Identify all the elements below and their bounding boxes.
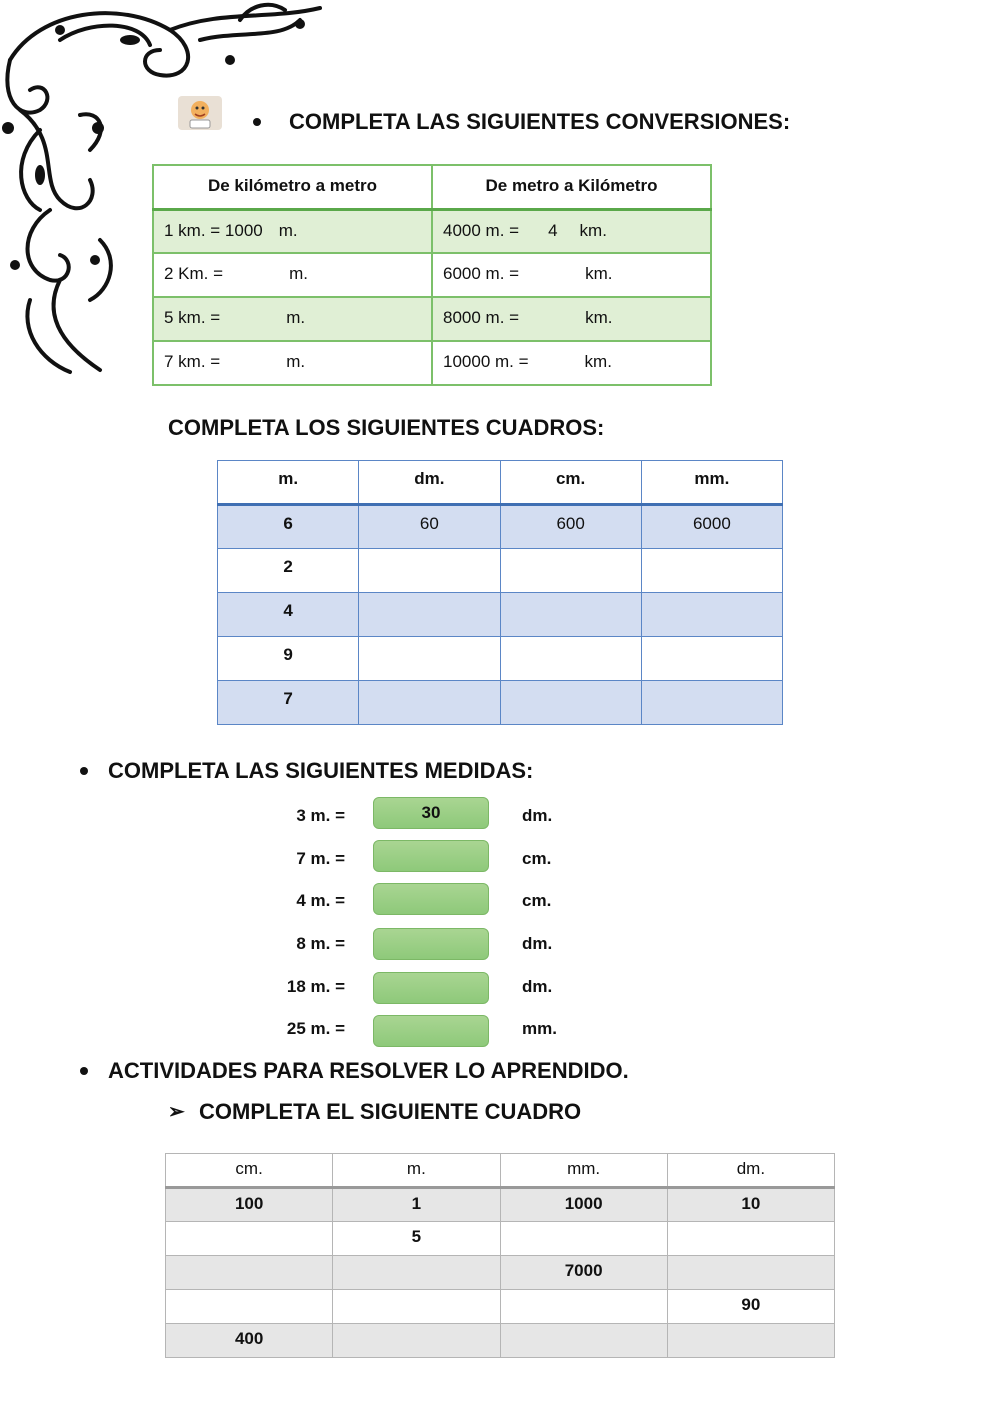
table-cell[interactable] [667,1222,834,1256]
cell-unit: km. [584,352,612,371]
table-cell[interactable] [432,209,711,253]
measure-input[interactable]: 30 [373,797,489,829]
measure-label: 7 m. = [296,849,345,868]
table-cell[interactable] [432,341,711,385]
table-cell[interactable] [153,253,432,297]
cell-prefix: 8000 m. = [443,308,520,327]
measure-input[interactable] [373,928,489,960]
measure-label: 25 m. = [286,1019,345,1038]
activity-table [165,1153,835,1358]
cell-unit: m. [278,220,298,240]
table-cell[interactable] [166,1222,333,1256]
table-header: dm. [359,461,500,505]
table-cell[interactable] [153,209,432,253]
table-header: De metro a Kilómetro [432,165,711,209]
table-cell: 2 [218,549,359,593]
table-cell[interactable] [500,593,641,637]
measure-label: 8 m. = [296,934,345,953]
cell-prefix: 5 km. = [164,308,221,327]
table-cell[interactable] [359,593,500,637]
table-cell[interactable] [500,1290,667,1324]
table-cell[interactable] [432,253,711,297]
table-cell[interactable] [500,637,641,681]
arrow-bullet-icon: ➢ [168,1101,185,1123]
table-cell[interactable] [153,341,432,385]
measure-unit: cm. [522,891,552,910]
table-row [166,1222,835,1256]
table-cell[interactable]: 90 [667,1290,834,1324]
table-cell[interactable]: 400 [166,1324,333,1358]
table-row [218,593,783,637]
bullet-icon [253,118,261,126]
table-cell[interactable] [166,1290,333,1324]
table-header: mm. [500,1154,667,1188]
conversion-table [152,164,712,386]
measure-label: 4 m. = [296,891,345,910]
table-row [218,637,783,681]
table-cell[interactable] [641,681,782,725]
cell-prefix: 4000 m. = [443,220,520,240]
table-cell[interactable]: 1000 [500,1188,667,1222]
table-row [153,297,711,341]
bullet-icon [80,1067,88,1075]
table-row [166,1256,835,1290]
table-row [166,1188,835,1222]
section-subheading-cuadro: COMPLETA EL SIGUIENTE CUADRO [199,1099,582,1124]
table-cell[interactable] [153,297,432,341]
measure-input[interactable] [373,1015,489,1047]
cell-unit: km. [585,308,613,327]
table-row [153,209,711,253]
table-header: m. [333,1154,500,1188]
table-row [218,505,783,549]
measure-unit: dm. [522,977,553,996]
cell-prefix: 7 km. = [164,352,221,371]
measure-unit: dm. [522,934,553,953]
table-cell[interactable] [500,681,641,725]
measure-input[interactable] [373,883,489,915]
table-cell[interactable]: 5 [333,1222,500,1256]
table-cell: 6 [218,505,359,549]
table-cell[interactable]: 600 [500,505,641,549]
table-header: dm. [667,1154,834,1188]
measure-unit: cm. [522,849,552,868]
measure-unit: mm. [522,1019,557,1038]
section-heading-actividades: ACTIVIDADES PARA RESOLVER LO APRENDIDO. [108,1058,629,1083]
cell-unit: m. [286,352,306,371]
table-header: mm. [641,461,782,505]
section-heading-cuadros: COMPLETA LOS SIGUIENTES CUADROS: [168,415,605,440]
measure-input[interactable] [373,972,489,1004]
table-row [218,549,783,593]
table-header: cm. [166,1154,333,1188]
table-cell[interactable] [359,549,500,593]
table-cell[interactable] [359,681,500,725]
metric-table [217,460,783,725]
table-header: cm. [500,461,641,505]
table-cell[interactable]: 7000 [500,1256,667,1290]
table-cell: 9 [218,637,359,681]
cell-prefix: 2 Km. = [164,264,224,283]
table-cell[interactable] [667,1256,834,1290]
measure-label: 18 m. = [286,977,345,996]
table-cell: 7 [218,681,359,725]
measure-input[interactable] [373,840,489,872]
cell-unit: km. [585,264,613,283]
table-cell[interactable] [641,637,782,681]
table-cell[interactable] [667,1324,834,1358]
table-cell[interactable]: 100 [166,1188,333,1222]
table-cell[interactable] [641,549,782,593]
table-row [166,1290,835,1324]
cartoon-icon [176,94,224,132]
table-cell[interactable]: 60 [359,505,500,549]
table-header: m. [218,461,359,505]
measure-label: 3 m. = [296,806,345,825]
table-cell[interactable] [641,593,782,637]
cell-unit: m. [286,308,306,327]
table-cell[interactable] [333,1324,500,1358]
table-cell[interactable] [333,1256,500,1290]
cell-unit: km. [579,220,607,240]
table-row [166,1324,835,1358]
table-header: De kilómetro a metro [153,165,432,209]
table-cell[interactable] [359,637,500,681]
table-cell[interactable]: 1 [333,1188,500,1222]
table-row [153,341,711,385]
cell-prefix: 1 km. = 1000 [164,220,263,240]
table-cell[interactable] [500,1222,667,1256]
bullet-icon [80,767,88,775]
table-cell[interactable] [500,1324,667,1358]
table-row [153,253,711,297]
section-heading-conversiones: COMPLETA LAS SIGUIENTES CONVERSIONES: [289,109,791,134]
table-cell[interactable] [166,1256,333,1290]
table-cell[interactable]: 10 [667,1188,834,1222]
cell-prefix: 6000 m. = [443,264,520,283]
table-cell[interactable]: 6000 [641,505,782,549]
cell-unit: m. [289,264,308,283]
table-row [218,681,783,725]
table-cell[interactable] [432,297,711,341]
table-cell[interactable] [500,549,641,593]
cell-prefix: 10000 m. = [443,352,529,371]
measure-unit: dm. [522,806,553,825]
cell-value: 4 [548,220,558,240]
table-cell: 4 [218,593,359,637]
table-cell[interactable] [333,1290,500,1324]
section-heading-medidas: COMPLETA LAS SIGUIENTES MEDIDAS: [108,758,534,783]
